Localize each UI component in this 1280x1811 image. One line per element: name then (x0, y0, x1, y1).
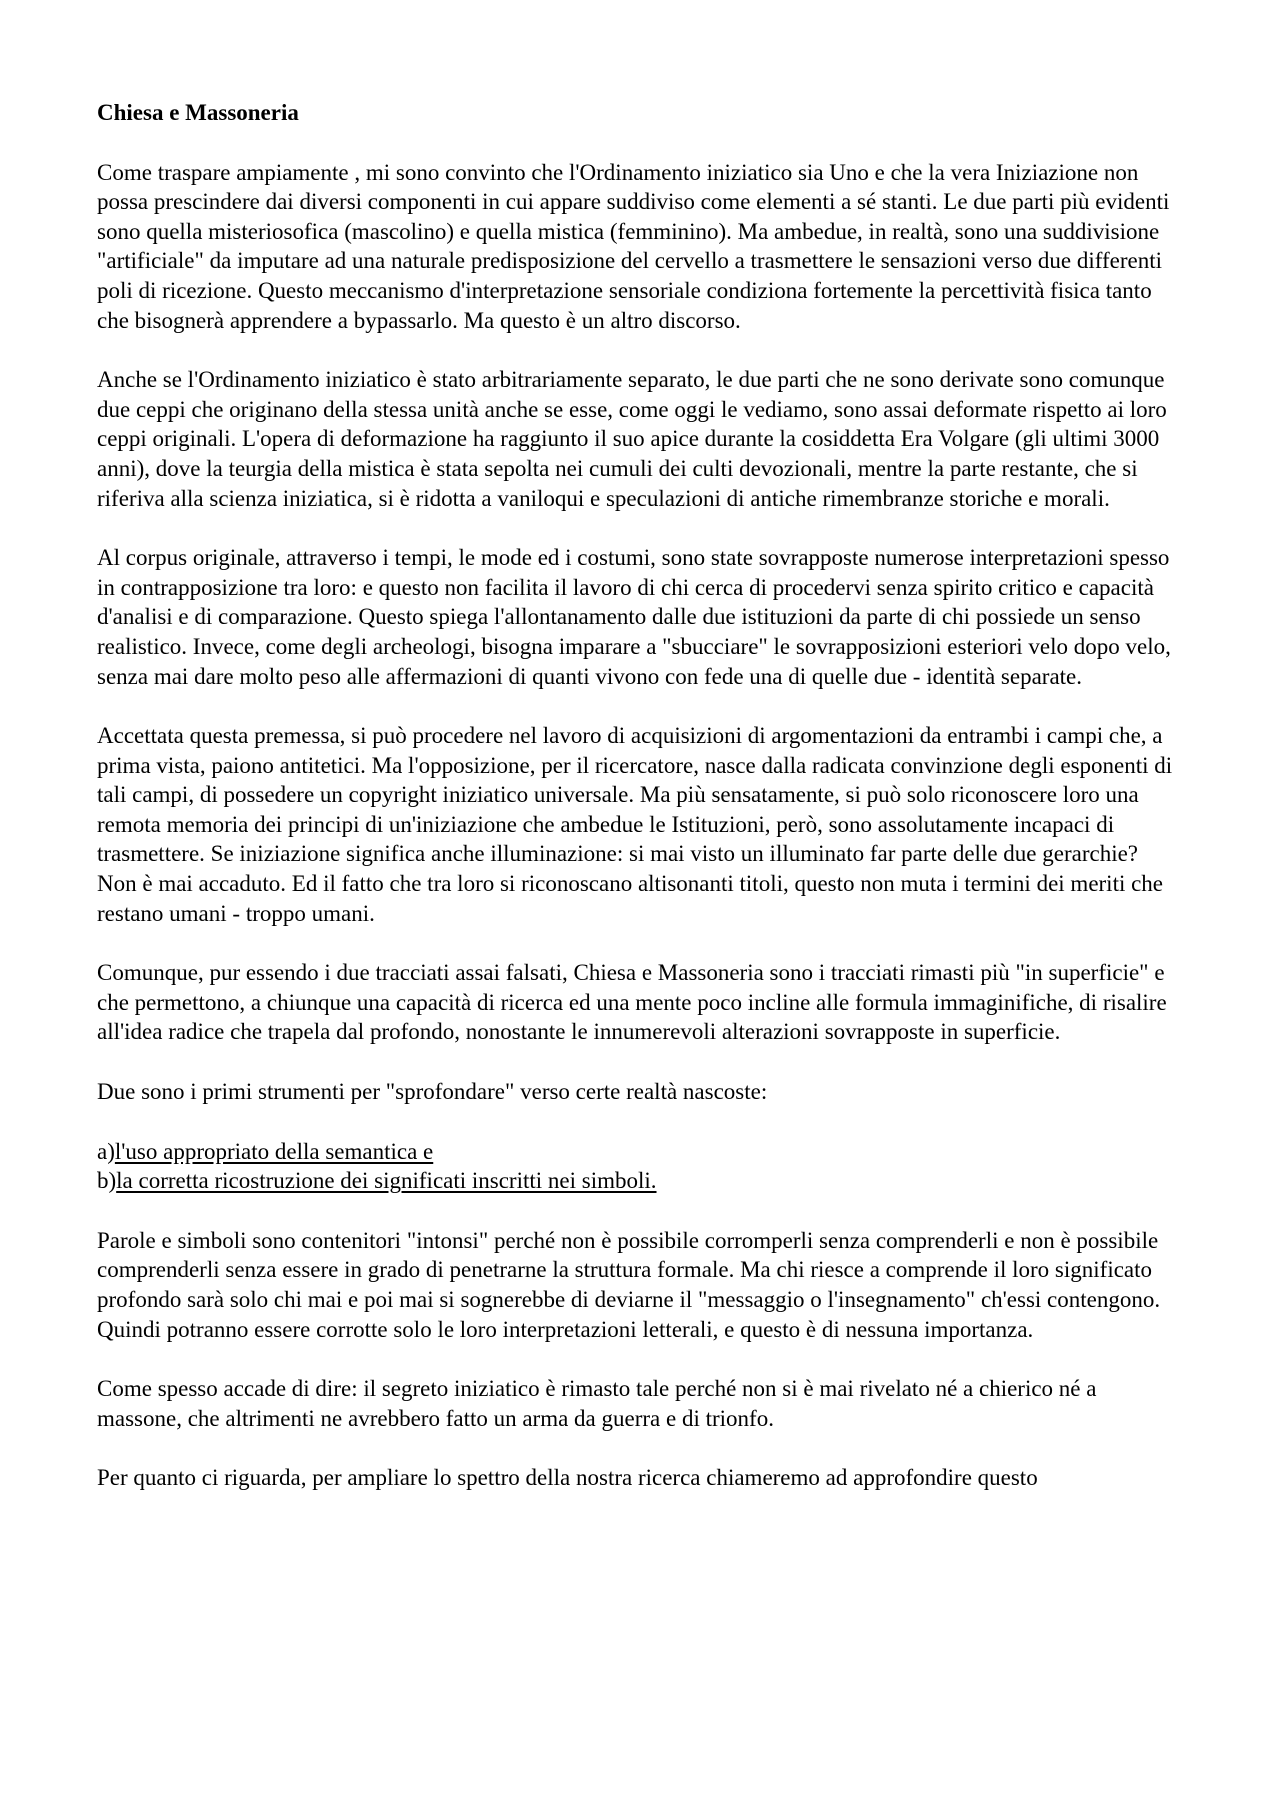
paragraph-8: Come spesso accade di dire: il segreto iniziatico è rimasto tale perché non si è mai rivelato né a chierico né a massone, che altrimenti ne avrebbero fatto un arma da guerra e di trionfo. (97, 1376, 1097, 1431)
paragraph-3: Al corpus originale, attraverso i tempi, le mode ed i costumi, sono state sovrapposte numerose interpretazioni spesso in contrapposizione tra loro: e questo non facilita il lavoro di chi cerca di procedervi senza spirito critico e capacità d'analisi e di comparazione. Questo spiega l'allontanamento dalle due istituzioni da parte di chi possiede un senso realistico. Invece, come degli archeologi, bisogna imparare a "sbucciare" le sovrapposizioni esteriori velo dopo velo, senza mai dare molto peso alle affermazioni di quanti vivono con fede una di quelle due - identità separate. (97, 545, 1171, 689)
list-item-a (97, 1137, 1183, 1167)
instrument-list (97, 1137, 1183, 1196)
document-title: Chiesa e Massoneria (97, 100, 299, 125)
list-marker-b: b) (97, 1168, 117, 1194)
paragraph-1: Come traspare ampiamente , mi sono convinto che l'Ordinamento iniziatico sia Uno e che la vera Iniziazione non possa prescindere dai diversi componenti in cui appare suddiviso come elementi a sé stanti. Le due parti più evidenti sono quella misteriosofica (mascolino) e quella mistica (femminino). Ma ambedue, in realtà, sono una suddivisione "artificiale" da imputare ad una naturale predisposizione del cervello a trasmettere le sensazioni verso due differenti poli di ricezione. Questo meccanismo d'interpretazione sensoriale condiziona fortemente la percettività fisica tanto che bisognerà apprendere a bypassarlo. Ma questo è un altro discorso. (97, 159, 1170, 333)
paragraph-7: Parole e simboli sono contenitori "intonsi" perché non è possibile corromperli senza comprenderli e non è possibile comprenderli senza essere in grado di penetrarne la struttura formale. Ma chi riesce a comprende il loro significato profondo sarà solo chi mai e poi mai si sognerebbe di deviarne il "messaggio o l'insegnamento" ch'essi contengono. Quindi potranno essere corrotte solo le loro interpretazioni letterali, e questo è di nessuna importanza. (97, 1227, 1161, 1342)
list-marker-a: a) (97, 1138, 115, 1164)
list-item-b (97, 1166, 1183, 1196)
paragraph-2: Anche se l'Ordinamento iniziatico è stato arbitrariamente separato, le due parti che ne sono derivate sono comunque due ceppi che originano della stessa unità anche se esse, come oggi le vediamo, sono assai deformate rispetto ai loro ceppi originali. L'opera di deformazione ha raggiunto il suo apice durante la cosiddetta Era Volgare (gli ultimi 3000 anni), dove la teurgia della mistica è stata sepolta nei cumuli dei culti devozionali, mentre la parte restante, che si riferiva alla scienza iniziatica, si è ridotta a vaniloqui e speculazioni di antiche rimembranze storiche e morali. (97, 367, 1167, 511)
paragraph-5: Comunque, pur essendo i due tracciati assai falsati, Chiesa e Massoneria sono i tracciati rimasti più "in superficie" e che permettono, a chiunque una capacità di ricerca ed una mente poco incline alle formula immaginifiche, di risalire all'idea radice che trapela dal profondo, nonostante le innumerevoli alterazioni sovrapposte in superficie. (97, 960, 1167, 1045)
document-page (97, 98, 1183, 1493)
list-text-a: l'uso appropriato della semantica e (114, 1138, 434, 1164)
paragraph-6: Due sono i primi strumenti per "sprofondare" verso certe realtà nascoste: (97, 1079, 768, 1105)
paragraph-4: Accettata questa premessa, si può procedere nel lavoro di acquisizioni di argomentazioni da entrambi i campi che, a prima vista, paiono antitetici. Ma l'opposizione, per il ricercatore, nasce dalla radicata convinzione degli esponenti di tali campi, di possedere un copyright iniziatico universale. Ma più sensatamente, si può solo riconoscere loro una remota memoria dei principi di un'iniziazione che ambedue le Istituzioni, però, sono assolutamente incapaci di trasmettere. Se iniziazione significa anche illuminazione: si mai visto un illuminato far parte delle due gerarchie? Non è mai accaduto. Ed il fatto che tra loro si riconoscano altisonanti titoli, questo non muta i termini dei meriti che restano umani - troppo umani. (97, 723, 1173, 926)
paragraph-9: Per quanto ci riguarda, per ampliare lo spettro della nostra ricerca chiameremo ad approfondire questo (97, 1465, 1038, 1491)
list-text-b: la corretta ricostruzione dei significati inscritti nei simboli. (116, 1168, 657, 1194)
